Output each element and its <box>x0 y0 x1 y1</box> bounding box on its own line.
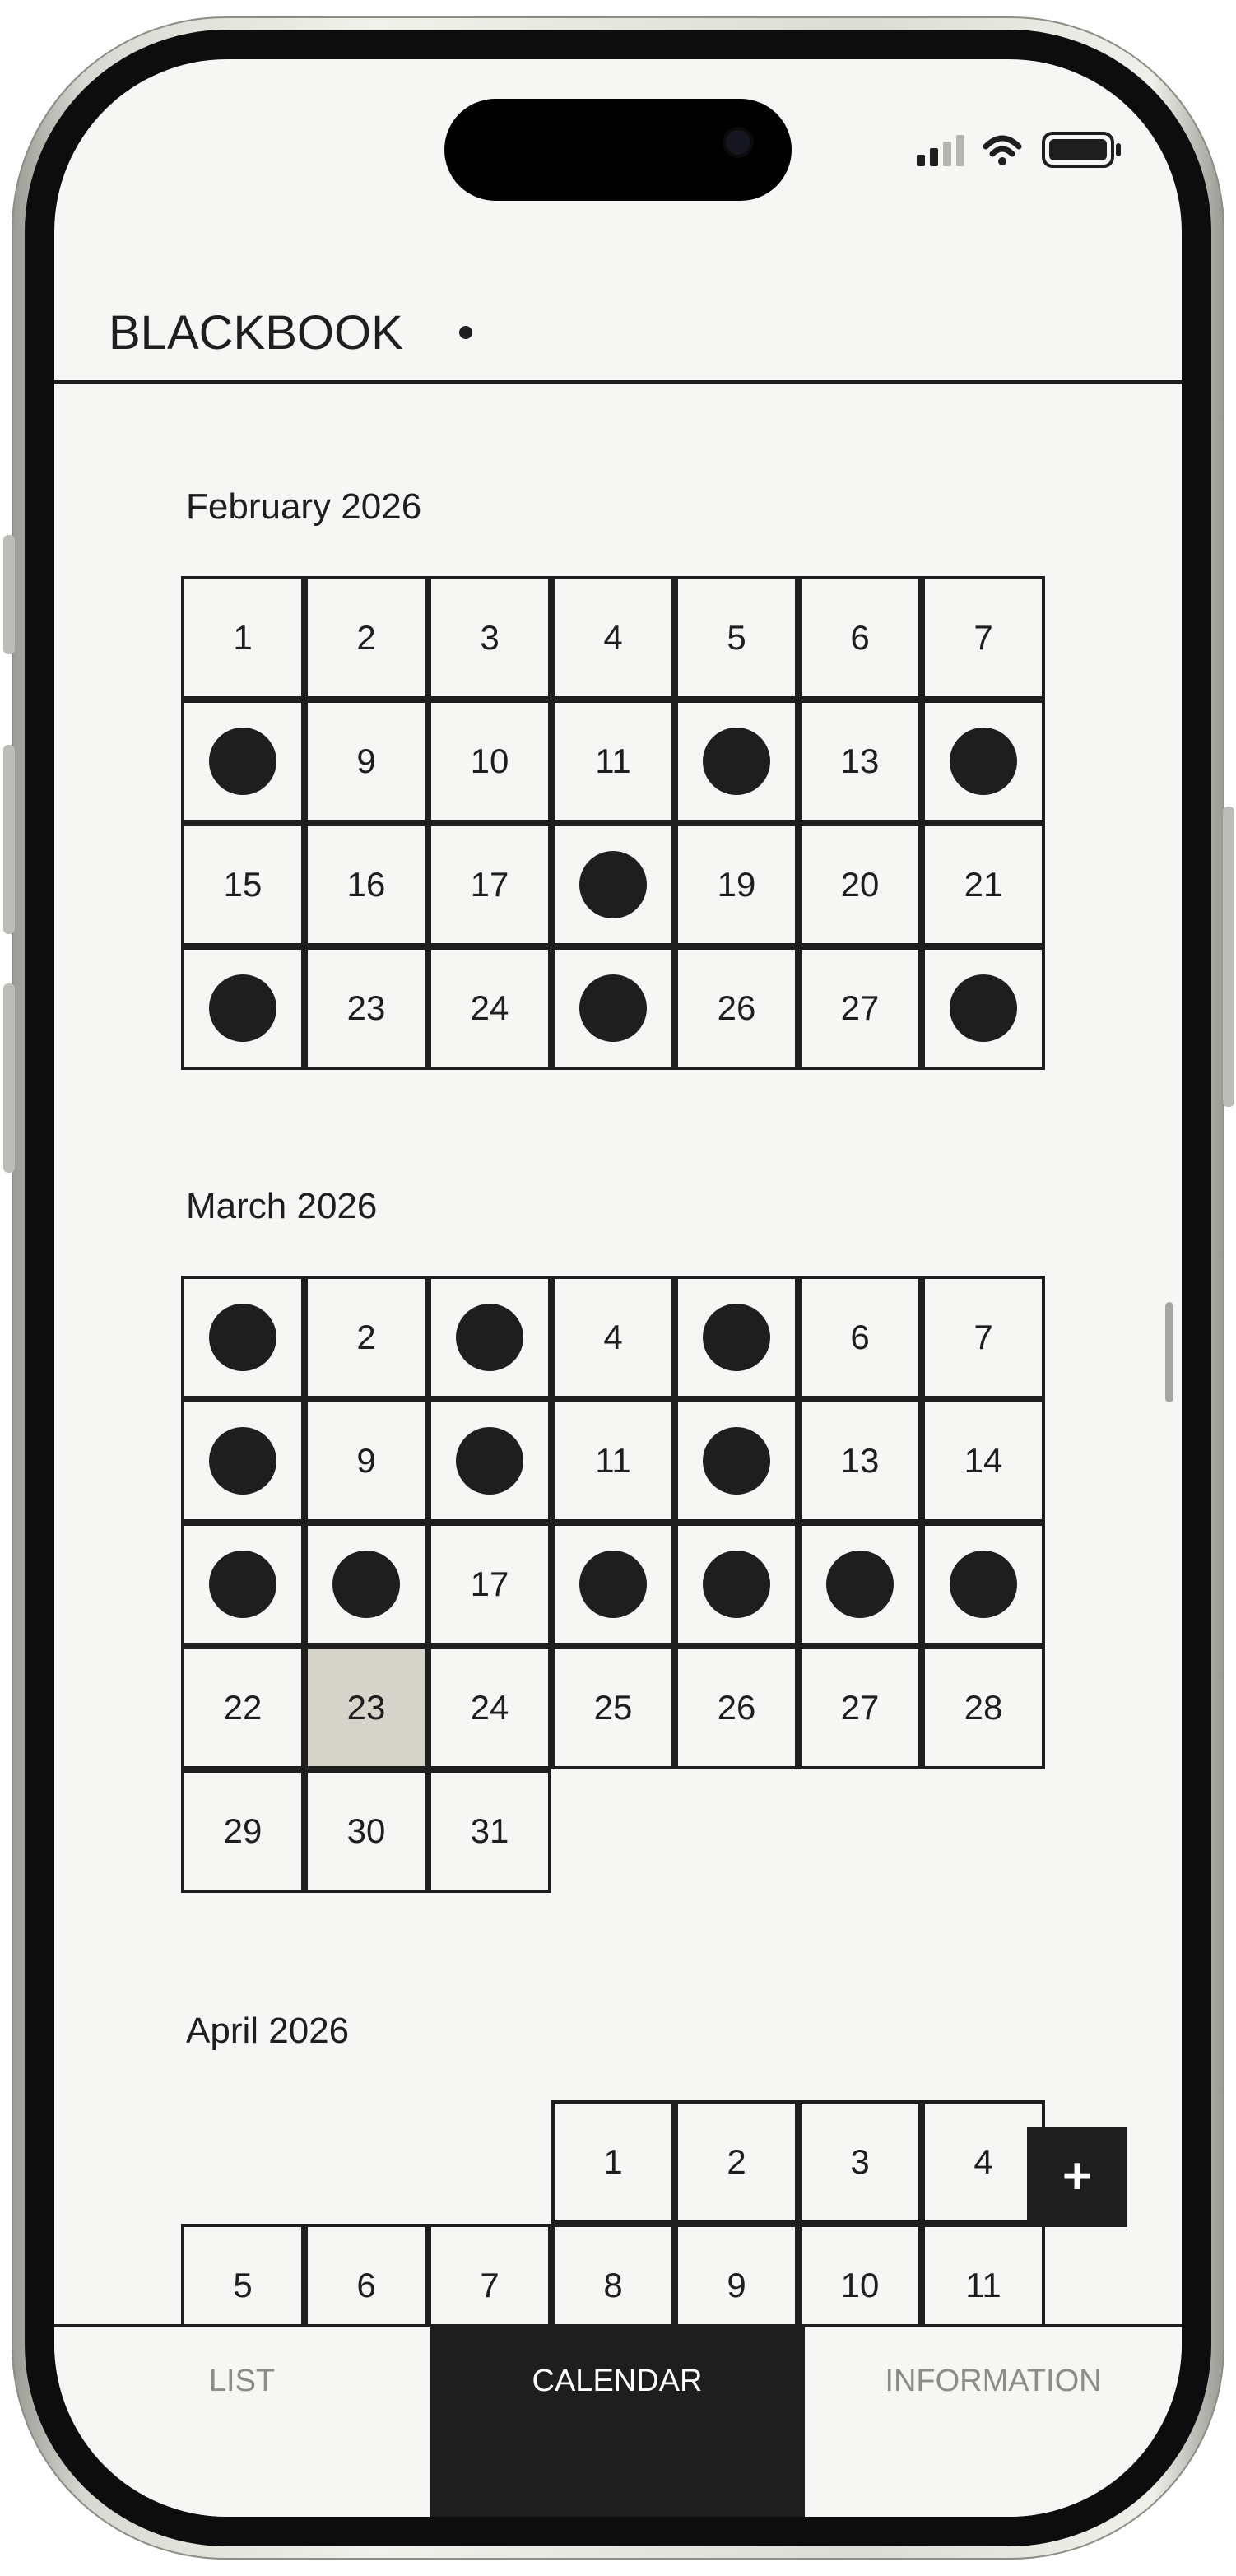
status-bar-icons <box>861 125 1141 174</box>
calendar-day[interactable] <box>922 1646 1045 1769</box>
calendar-day[interactable] <box>551 576 675 700</box>
tab-calendar[interactable] <box>430 2327 805 2517</box>
tab-information[interactable] <box>805 2327 1182 2517</box>
day-number: 17 <box>470 1565 509 1603</box>
day-number: 15 <box>223 865 263 904</box>
calendar-day[interactable] <box>304 1646 428 1769</box>
booked-day-marker <box>209 1551 276 1618</box>
calendar-day[interactable] <box>675 1646 798 1769</box>
day-number: 29 <box>223 1811 263 1850</box>
booked-day-marker <box>209 1304 276 1371</box>
month-title: February 2026 <box>186 486 422 527</box>
day-number: 11 <box>595 742 631 780</box>
day-number: 22 <box>223 1688 263 1727</box>
day-number: 9 <box>727 2266 746 2304</box>
day-number: 25 <box>593 1688 633 1727</box>
add-button[interactable] <box>1027 2127 1127 2227</box>
day-number: 23 <box>346 988 386 1027</box>
app-screen <box>54 59 1182 2517</box>
calendar-day[interactable] <box>798 1646 922 1769</box>
calendar-day[interactable] <box>922 1276 1045 1399</box>
calendar-day[interactable] <box>181 1769 304 1893</box>
day-number: 16 <box>346 865 386 904</box>
calendar-day[interactable] <box>675 700 798 823</box>
day-number: 20 <box>840 865 880 904</box>
calendar-day[interactable] <box>551 1523 675 1646</box>
calendar-day[interactable] <box>922 1523 1045 1646</box>
day-number: 2 <box>356 1318 376 1356</box>
calendar-day[interactable] <box>675 946 798 1070</box>
calendar-day[interactable] <box>675 576 798 700</box>
calendar-day[interactable] <box>181 1646 304 1769</box>
calendar-day[interactable] <box>922 700 1045 823</box>
booked-day-marker <box>456 1427 523 1495</box>
day-number: 21 <box>964 865 1003 904</box>
day-number: 2 <box>356 618 376 657</box>
calendar-day[interactable] <box>304 700 428 823</box>
volume-up-button <box>3 745 15 934</box>
tab-list[interactable] <box>54 2327 430 2517</box>
day-number: 6 <box>356 2266 376 2304</box>
tab-list-label: LIST <box>208 2364 276 2398</box>
booked-day-marker <box>209 974 276 1042</box>
calendar-day[interactable] <box>304 1523 428 1646</box>
booked-day-marker <box>456 1304 523 1371</box>
calendar-day[interactable] <box>181 1399 304 1523</box>
calendar-day[interactable] <box>798 946 922 1070</box>
day-number: 23 <box>346 1688 386 1727</box>
day-number: 5 <box>727 618 746 657</box>
booked-day-marker <box>950 728 1017 795</box>
calendar-day[interactable] <box>922 1399 1045 1523</box>
plus-icon: + <box>1062 2148 1093 2205</box>
volume-down-button <box>3 983 15 1173</box>
calendar-day[interactable] <box>675 1276 798 1399</box>
calendar-day[interactable] <box>922 946 1045 1070</box>
calendar-day[interactable] <box>181 1523 304 1646</box>
day-number: 4 <box>603 618 623 657</box>
calendar-day[interactable] <box>304 576 428 700</box>
calendar-day[interactable] <box>304 823 428 946</box>
booked-day-marker <box>950 974 1017 1042</box>
day-number: 27 <box>840 988 880 1027</box>
day-number: 11 <box>595 1441 631 1480</box>
day-number: 3 <box>480 618 500 657</box>
day-number: 9 <box>356 1441 376 1480</box>
day-number: 6 <box>850 1318 870 1356</box>
day-number: 9 <box>356 742 376 780</box>
day-number: 19 <box>717 865 756 904</box>
day-number: 8 <box>603 2266 623 2304</box>
calendar-day[interactable] <box>551 700 675 823</box>
day-number: 7 <box>973 1318 993 1356</box>
calendar-day[interactable] <box>551 1399 675 1523</box>
calendar-day[interactable] <box>428 823 551 946</box>
day-number: 4 <box>973 2142 993 2181</box>
calendar-day[interactable] <box>798 576 922 700</box>
booked-day-marker <box>703 1551 770 1618</box>
booked-day-marker <box>579 1551 647 1618</box>
day-number: 7 <box>973 618 993 657</box>
booked-day-marker <box>703 1427 770 1495</box>
day-number: 13 <box>840 742 880 780</box>
day-number: 24 <box>470 988 509 1027</box>
booked-day-marker <box>703 1304 770 1371</box>
booked-day-marker <box>826 1551 894 1618</box>
booked-day-marker <box>209 1427 276 1495</box>
calendar-day[interactable] <box>428 1276 551 1399</box>
calendar-day[interactable] <box>922 576 1045 700</box>
day-number: 3 <box>850 2142 870 2181</box>
day-number: 17 <box>470 865 509 904</box>
wifi-icon <box>986 138 1019 165</box>
calendar-day[interactable] <box>428 1769 551 1893</box>
scroll-indicator[interactable] <box>1165 1302 1173 1402</box>
day-number: 14 <box>964 1441 1003 1480</box>
battery-icon <box>1043 133 1121 166</box>
calendar-day[interactable] <box>551 1646 675 1769</box>
calendar-day[interactable] <box>181 823 304 946</box>
booked-day-marker <box>332 1551 400 1618</box>
calendar-day[interactable] <box>551 946 675 1070</box>
brand-dot <box>459 326 472 339</box>
month-title: April 2026 <box>186 2011 350 2051</box>
calendar-day[interactable] <box>428 576 551 700</box>
bottom-tab-bar <box>54 2324 1182 2517</box>
booked-day-marker <box>209 728 276 795</box>
day-number: 10 <box>840 2266 880 2304</box>
calendar-day[interactable] <box>551 823 675 946</box>
day-number: 1 <box>603 2142 623 2181</box>
calendar-day[interactable] <box>428 946 551 1070</box>
day-number: 4 <box>603 1318 623 1356</box>
day-number: 27 <box>840 1688 880 1727</box>
calendar-day[interactable] <box>922 823 1045 946</box>
calendar-day[interactable] <box>304 1276 428 1399</box>
day-number: 28 <box>964 1688 1003 1727</box>
tab-calendar-label: CALENDAR <box>532 2364 703 2398</box>
day-number: 26 <box>717 988 756 1027</box>
calendar-day[interactable] <box>181 946 304 1070</box>
day-number: 31 <box>470 1811 509 1850</box>
calendar-day[interactable] <box>675 823 798 946</box>
calendar-day[interactable] <box>798 1399 922 1523</box>
day-number: 10 <box>470 742 509 780</box>
calendar-day[interactable] <box>798 700 922 823</box>
calendar-day[interactable] <box>304 1399 428 1523</box>
calendar-day[interactable] <box>428 1399 551 1523</box>
day-number: 11 <box>965 2266 1001 2304</box>
action-button <box>3 535 15 654</box>
calendar-day[interactable] <box>798 1276 922 1399</box>
calendar-day[interactable] <box>428 1523 551 1646</box>
day-number: 5 <box>233 2266 253 2304</box>
booked-day-marker <box>703 728 770 795</box>
calendar-day[interactable] <box>798 823 922 946</box>
calendar-day[interactable] <box>675 1399 798 1523</box>
calendar-day[interactable] <box>551 1276 675 1399</box>
calendar-day[interactable] <box>428 1646 551 1769</box>
brand-title: BLACKBOOK <box>109 306 403 360</box>
calendar-day[interactable] <box>304 1769 428 1893</box>
calendar-day[interactable] <box>181 576 304 700</box>
booked-day-marker <box>579 974 647 1042</box>
calendar-day[interactable] <box>551 2100 675 2224</box>
calendar-day[interactable] <box>428 700 551 823</box>
calendar-day[interactable] <box>181 1276 304 1399</box>
day-number: 6 <box>850 618 870 657</box>
month-title: March 2026 <box>186 1186 378 1226</box>
day-number: 1 <box>233 618 253 657</box>
app-header <box>54 224 1182 384</box>
tab-information-label: INFORMATION <box>885 2364 1102 2398</box>
camera-lens <box>726 130 750 155</box>
day-number: 7 <box>480 2266 500 2304</box>
day-number: 2 <box>727 2142 746 2181</box>
day-number: 30 <box>346 1811 386 1850</box>
booked-day-marker <box>950 1551 1017 1618</box>
power-button <box>1223 807 1234 1107</box>
calendar-day[interactable] <box>675 1523 798 1646</box>
booked-day-marker <box>579 851 647 918</box>
cellular-signal-icon <box>917 135 964 166</box>
calendar-day[interactable] <box>181 700 304 823</box>
day-number: 26 <box>717 1688 756 1727</box>
day-number: 24 <box>470 1688 509 1727</box>
calendar-day[interactable] <box>798 2100 922 2224</box>
calendar-day[interactable] <box>304 946 428 1070</box>
calendar-day[interactable] <box>675 2100 798 2224</box>
day-number: 13 <box>840 1441 880 1480</box>
calendar-day[interactable] <box>798 1523 922 1646</box>
